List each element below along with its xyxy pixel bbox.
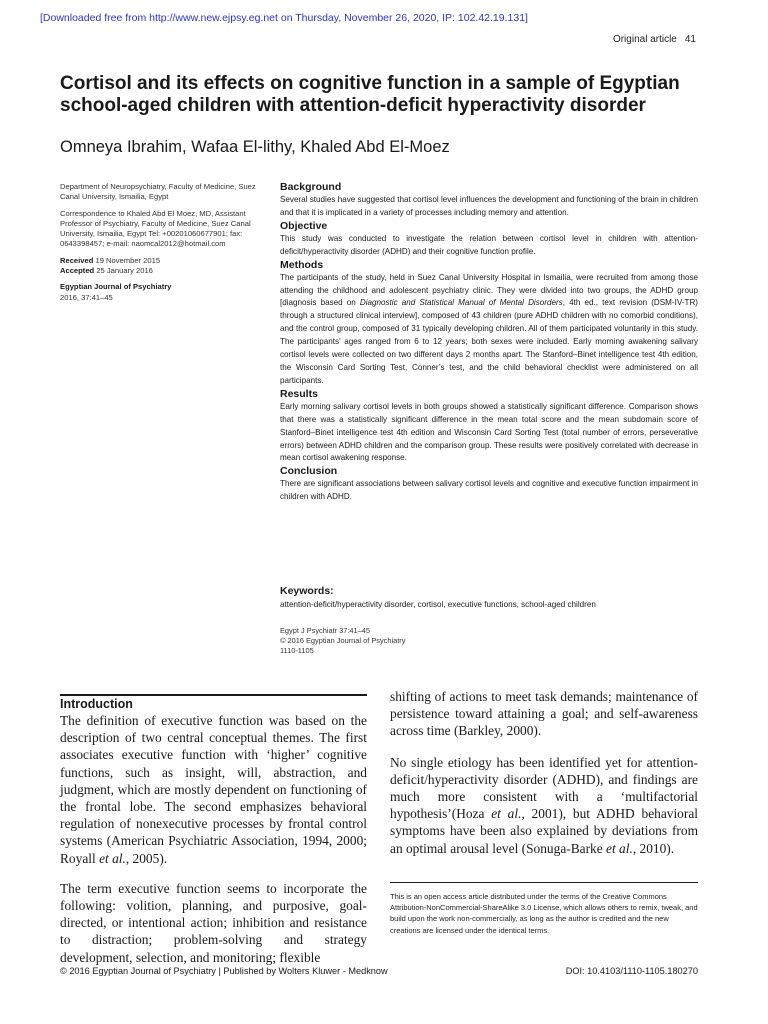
author-list: Omneya Ibrahim, Wafaa El-lithy, Khaled Abd El-Moez (60, 138, 450, 156)
et-al: et al. (606, 840, 633, 856)
paragraph-text: The definition of executive function was based on the description of two central conceptual themes. The first associates executive function with ‘higher’ cognitive functions, such as insight, will, abstraction, and judgment, which are mostly dependent on functioning of the frontal lobe. The second emphasizes behavioral regulation of nonexecutive processes by frontal control systems (American Psychiatric Association, 1994, 2000; Royall (60, 713, 367, 866)
objective-heading: Objective (280, 219, 328, 232)
received-label: Received (60, 255, 94, 265)
methods-text (280, 272, 698, 388)
conclusion-heading: Conclusion (280, 465, 338, 478)
results-text: Early morning salivary cortisol levels in both groups showed a statistically significant difference. Comparison shows that there was a statistically significant difference in the mean total score and the mean subdomain score of Stanford–Binet intelligence test 4th edition and Wisconsin Card Sorting Test (total number of errors, perseverative errors) between ADHD children and the comparison group. These results were positively correlated with decrease in mean cortisol awakening response. (280, 401, 698, 463)
paragraph-text: , 2001), but ADHD behavioral symptoms have been also explained by deviations from an optimal arousal level (Sonuga-Barke (390, 806, 699, 856)
journal-info (60, 282, 265, 303)
paragraph-text: No single etiology has been identified yet for attention-deficit/hyperactivity disorder (ADHD), and findings are much more consistent with a ‘multifactorial hypothesis’(Hoza (390, 754, 698, 822)
results-heading: Results (280, 387, 318, 400)
paragraph: The term executive function seems to incorporate the following: volition, planning, and purposive, goal-directed, or intentional action; inhibition and resistance to distraction; problem-solving and strategy development, selection, and monitoring; flexible (60, 880, 367, 965)
citation-line: 1110-1105 (280, 646, 314, 655)
methods-text-part: The participants of the study, held in Suez Canal University Hospital in Ismailia, were recruited from among those attending the childhood and adolescent psychiatry clinic. They were divided into two groups, the ADHD group [diagnosis based on (280, 272, 698, 308)
footer-doi: DOI: 10.4103/1110-1105.180270 (565, 966, 698, 976)
citation-block (280, 626, 405, 656)
et-al: et al. (99, 850, 126, 866)
paragraph (390, 754, 698, 857)
background-heading: Background (280, 181, 342, 193)
page-number: 41 (684, 34, 696, 45)
article-info-sidebar (60, 182, 265, 309)
paragraph: shifting of actions to meet task demands; maintenance of persistence toward attaining a goal; and self-awareness across time (Barkley, 2000). (390, 689, 698, 739)
body-column-right (390, 688, 698, 857)
citation-line: © 2016 Egyptian Journal of Psychiatry (280, 636, 406, 645)
received-date: 19 November 2015 (95, 255, 161, 265)
accepted-date: 25 January 2016 (96, 266, 153, 276)
article-type: Original article (612, 34, 677, 45)
download-banner: [Downloaded free from http://www.new.ejpsy.eg.net on Thursday, November 26, 2020, IP: 102.42.19.131] (40, 12, 528, 24)
paragraph-text: , 2010). (632, 840, 675, 856)
citation-line: Egypt J Psychiatr 37:41–45 (280, 626, 370, 635)
methods-heading: Methods (280, 258, 324, 271)
running-header (613, 34, 696, 45)
affiliation: Department of Neuropsychiatry, Faculty of Medicine, Suez Canal University, Ismailia, Egypt (60, 182, 256, 202)
objective-text: This study was conducted to investigate the relation between cortisol level in children with attention-deficit/hyperactivity disorder (ADHD) and their cognitive function profile. (280, 233, 698, 256)
methods-italic: Diagnostic and Statistical Manual of Mental Disorders (359, 298, 563, 308)
journal-name: Egyptian Journal of Psychiatry (60, 282, 172, 292)
journal-reference: 2016, 37:41–45 (60, 292, 113, 302)
conclusion-text: There are significant associations between salivary cortisol levels and cognitive and executive function impairment in children with ADHD. (280, 479, 698, 502)
dates (60, 256, 265, 277)
introduction-heading: Introduction (60, 697, 133, 711)
et-al: et al. (491, 806, 522, 822)
body-column-left (60, 712, 367, 966)
paragraph-text: , 2005). (125, 850, 168, 866)
footer-copyright: © 2016 Egyptian Journal of Psychiatry | Published by Wolters Kluwer - Medknow (60, 966, 388, 976)
keywords (280, 585, 700, 609)
methods-text-part: , 4th ed., text revision (DSM-IV-TR) through a structured clinical interview], composed of 43 children (pure ADHD children with no comorbid conditions), and the control group, composed of 31 typically developing children. All of them participated voluntarily in this study. The participants’ ages ranged from 6 to 12 years; both sexes were included. Early morning awakening salivary cortisol levels were collected on two different days 2 months apart. The Stanford–Binet intelligence test 4th edition, the Wisconsin Card Sorting Test, Conner’s test, and the child behavioral checklist were administered on all participants. (280, 298, 698, 385)
correspondence: Correspondence to Khaled Abd El Moez, MD, Assistant Professor of Psychiatry, Faculty of Medicine, Suez Canal University, Ismailia, Egypt Tel: +00201060677901; fax: 0643398457; e-mail: naomcal2012@hotmail.com (60, 208, 251, 249)
open-access-note: This is an open access article distributed under the terms of the Creative Commons Attribution-NonCommercial-ShareAlike 3.0 License, which allows others to remix, tweak, and build upon the work non-commercially, as long as the author is credited and the new creations are licensed under the identical terms. (390, 892, 698, 935)
abstract (280, 181, 698, 504)
article-title: Cortisol and its effects on cognitive function in a sample of Egyptian school-aged children with attention-deficit hyperactivity disorder (60, 73, 680, 116)
keywords-heading: Keywords: (280, 585, 334, 597)
license-divider (390, 882, 698, 883)
paragraph (60, 712, 367, 867)
section-divider (60, 694, 367, 696)
accepted-label: Accepted (60, 266, 95, 276)
keywords-text: attention-deficit/hyperactivity disorder, cortisol, executive functions, school-aged children (280, 600, 596, 609)
background-text: Several studies have suggested that cortisol level influences the development and functioning of the brain in children and that it is implicated in a variety of processes including memory and attention. (280, 195, 698, 217)
